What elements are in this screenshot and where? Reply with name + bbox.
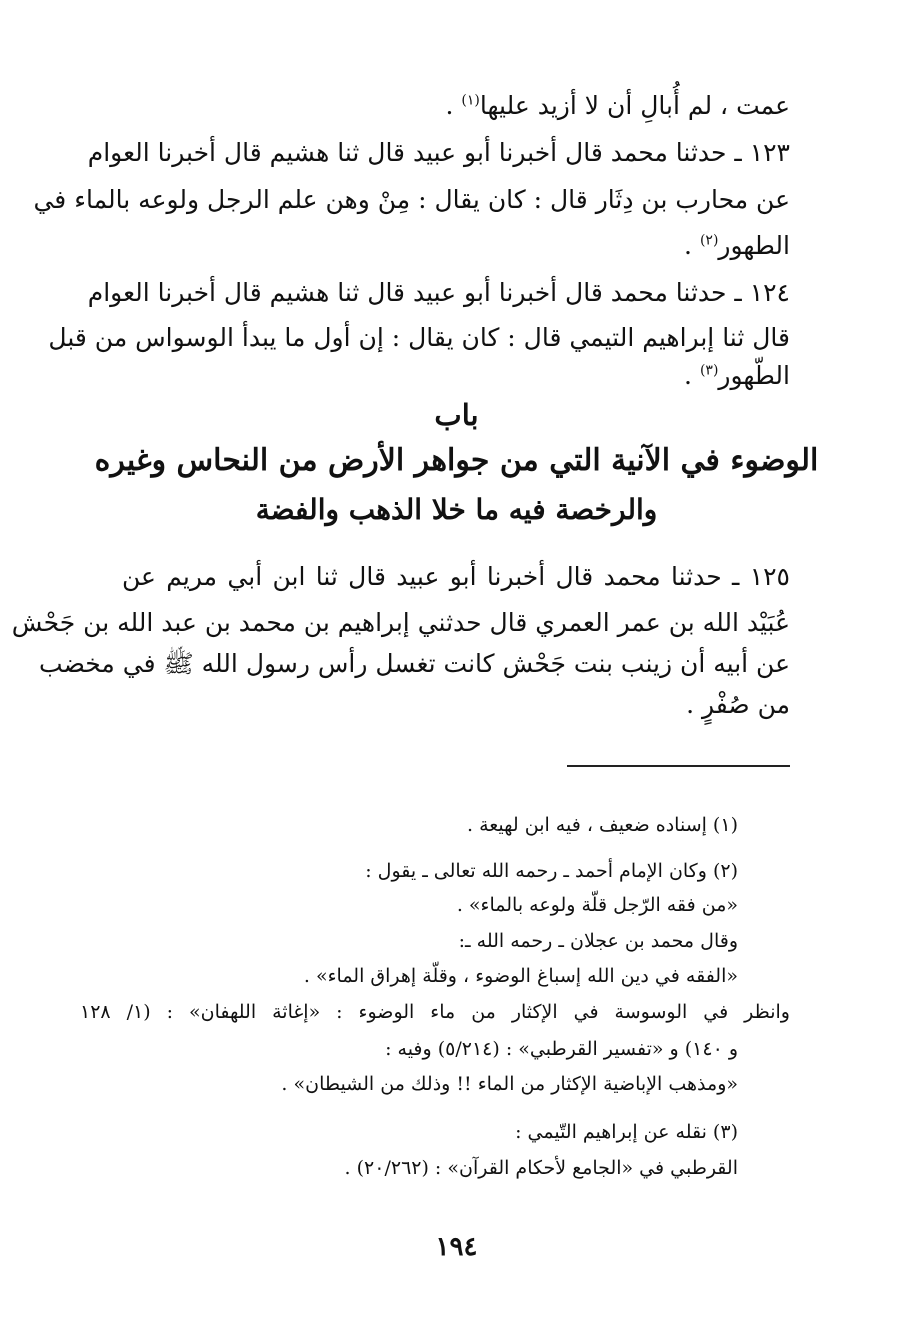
hadith-124-line-3 <box>122 356 790 396</box>
chapter-title: الوضوء في الآنية التي من جواهر الأرض من النحاس وغيره <box>94 443 819 478</box>
chapter-label: باب <box>434 398 479 432</box>
footnote-2-line-1: (٢) وكان الإمام أحمد ـ رحمه الله تعالى ـ يقول : <box>365 860 738 882</box>
hadith-125-line-4: من صُفْرٍ . <box>686 690 790 719</box>
page-number: ١٩٤ <box>435 1232 478 1262</box>
footnote-separator <box>567 765 790 767</box>
footnote-2-line-3: وقال محمد بن عجلان ـ رحمه الله ـ: <box>458 930 738 952</box>
footnote-2-line-6: و ١٤٠) و «تفسير القرطبي» : (٥/٢١٤) وفيه : <box>385 1038 738 1060</box>
text-l1-end: . <box>445 91 462 120</box>
hadith-125-line-1: ١٢٥ ـ حدثنا محمد قال أخبرنا أبو عبيد قال ثنا ابن أبي مريم عن <box>122 562 790 591</box>
footnote-2-line-2: «من فقه الرّجل قلّة ولوعه بالماء» . <box>456 894 738 916</box>
text-line-1 <box>122 86 790 126</box>
chapter-subtitle: والرخصة فيه ما خلا الذهب والفضة <box>255 493 658 526</box>
footnote-2-line-4: «الفقه في دين الله إسباغ الوضوء ، وقلّة إهراق الماء» . <box>303 965 738 987</box>
hadith-123-line-1: ١٢٣ ـ حدثنا محمد قال أخبرنا أبو عبيد قال ثنا هشيم قال أخبرنا العوام <box>87 138 790 167</box>
footnote-3-line-2: القرطبي في «الجامع لأحكام القرآن» : (٢٠/٢٦٢) . <box>344 1157 738 1179</box>
footnote-ref-3: (٣) <box>699 362 719 379</box>
hadith-125-line-2: عُبَيْد الله بن عمر العمري قال حدثني إبراهيم بن محمد بن عبد الله بن جَحْش <box>11 608 790 637</box>
hadith-124-line-2: قال ثنا إبراهيم التيمي قال : كان يقال : إن أول ما يبدأ الوسواس من قبل <box>48 323 790 352</box>
hadith-123-line-2: عن محارب بن دِثَار قال : كان يقال : مِنْ وهن علم الرجل ولوعه بالماء في <box>33 185 790 214</box>
hadith-124-line-1: ١٢٤ ـ حدثنا محمد قال أخبرنا أبو عبيد قال ثنا هشيم قال أخبرنا العوام <box>87 278 790 307</box>
footnote-2-line-7: «ومذهب الإباضية الإكثار من الماء !! وذلك من الشيطان» . <box>281 1073 738 1095</box>
footnote-ref-2: (٢) <box>699 232 719 249</box>
footnote-3-line-1: (٣) نقله عن إبراهيم التّيمي : <box>515 1121 738 1143</box>
footnote-1: (١) إسناده ضعيف ، فيه ابن لهيعة . <box>466 814 738 836</box>
text-l7-end: . <box>684 361 700 390</box>
footnote-ref-1: (١) <box>461 92 480 109</box>
hadith-125-line-3: عن أبيه أن زينب بنت جَحْش كانت تغسل رأس رسول الله ﷺ في مخضب <box>39 649 790 678</box>
text-l1: عمت ، لم أُبالِ أن لا أزيد عليها <box>479 91 790 120</box>
hadith-123-line-3 <box>122 226 790 266</box>
footnote-2-line-5: وانظر في الوسوسة في الإكثار من ماء الوضوء : «إغاثة اللهفان» : (١/ ١٢٨ <box>80 1001 790 1023</box>
text-l4: الطهور <box>718 231 790 260</box>
text-l7: الطّهور <box>718 361 790 390</box>
text-l4-end: . <box>684 231 700 260</box>
